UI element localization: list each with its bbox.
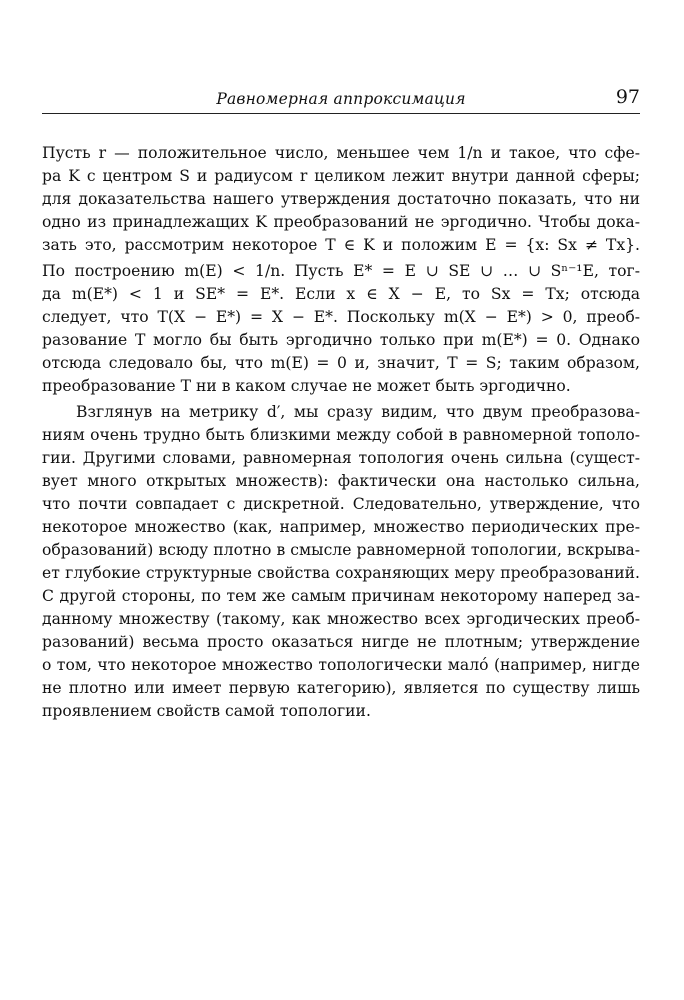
text-line: разование T могло бы быть эргодично только при m(E*) = 0. Однако	[42, 331, 640, 349]
text-line: что почти совпадает с дискретной. Следовательно, утверждение, что	[42, 495, 640, 513]
text-line: одно из принадлежащих K преобразований не эргодично. Чтобы дока-	[42, 213, 640, 231]
header-rule	[42, 113, 640, 114]
text-line: для доказательства нашего утверждения достаточно показать, что ни	[42, 190, 640, 208]
text-line: вует много открытых множеств): фактически она настолько сильна,	[42, 472, 640, 490]
text-line: гии. Другими словами, равномерная топология очень сильна (сущест-	[42, 449, 640, 467]
page-header	[42, 86, 640, 112]
text-line: ра K с центром S и радиусом r целиком лежит внутри данной сферы;	[42, 167, 640, 185]
page-number: 97	[615, 86, 640, 108]
text-line: о том, что некоторое множество топологически мало́ (например, нигде	[42, 656, 640, 674]
text-line: образований) всюду плотно в смысле равномерной топологии, вскрыва-	[42, 541, 640, 559]
text-line: Пусть r — положительное число, меньшее чем 1/n и такое, что сфе-	[42, 144, 640, 162]
text-line: отсюда следовало бы, что m(E) = 0 и, значит, T = S; таким образом,	[42, 354, 640, 372]
text-line: зать это, рассмотрим некоторое T ∈ K и положим E = {x: Sx ≠ Tx}.	[42, 236, 640, 254]
text-line: Взглянув на метрику d′, мы сразу видим, что двум преобразова-	[76, 403, 640, 421]
text-line: ет глубокие структурные свойства сохраняющих меру преобразований.	[42, 564, 640, 582]
running-title: Равномерная аппроксимация	[216, 90, 466, 108]
text-line: разований) весьма просто оказаться нигде не плотным; утверждение	[42, 633, 640, 651]
text-line: С другой стороны, по тем же самым причинам некоторому наперед за-	[42, 587, 640, 605]
text-line: следует, что T(X − E*) = X − E*. Поскольку m(X − E*) > 0, преоб-	[42, 308, 640, 326]
text-line: да m(E*) < 1 и SE* = E*. Если x ∈ X − E, то Sx = Tx; отсюда	[42, 285, 640, 303]
text-line: не плотно или имеет первую категорию), является по существу лишь	[42, 679, 640, 697]
text-line: По построению m(E) < 1/n. Пусть E* = E ∪ SE ∪ … ∪ Sⁿ⁻¹E, тог-	[42, 262, 640, 280]
text-line: данному множеству (такому, как множество всех эргодических преоб-	[42, 610, 640, 628]
text-line: ниям очень трудно быть близкими между собой в равномерной тополо-	[42, 426, 640, 444]
text-line: некоторое множество (как, например, множество периодических пре-	[42, 518, 640, 536]
text-line: преобразование T ни в каком случае не может быть эргодично.	[42, 377, 571, 395]
text-line: проявлением свойств самой топологии.	[42, 702, 371, 720]
